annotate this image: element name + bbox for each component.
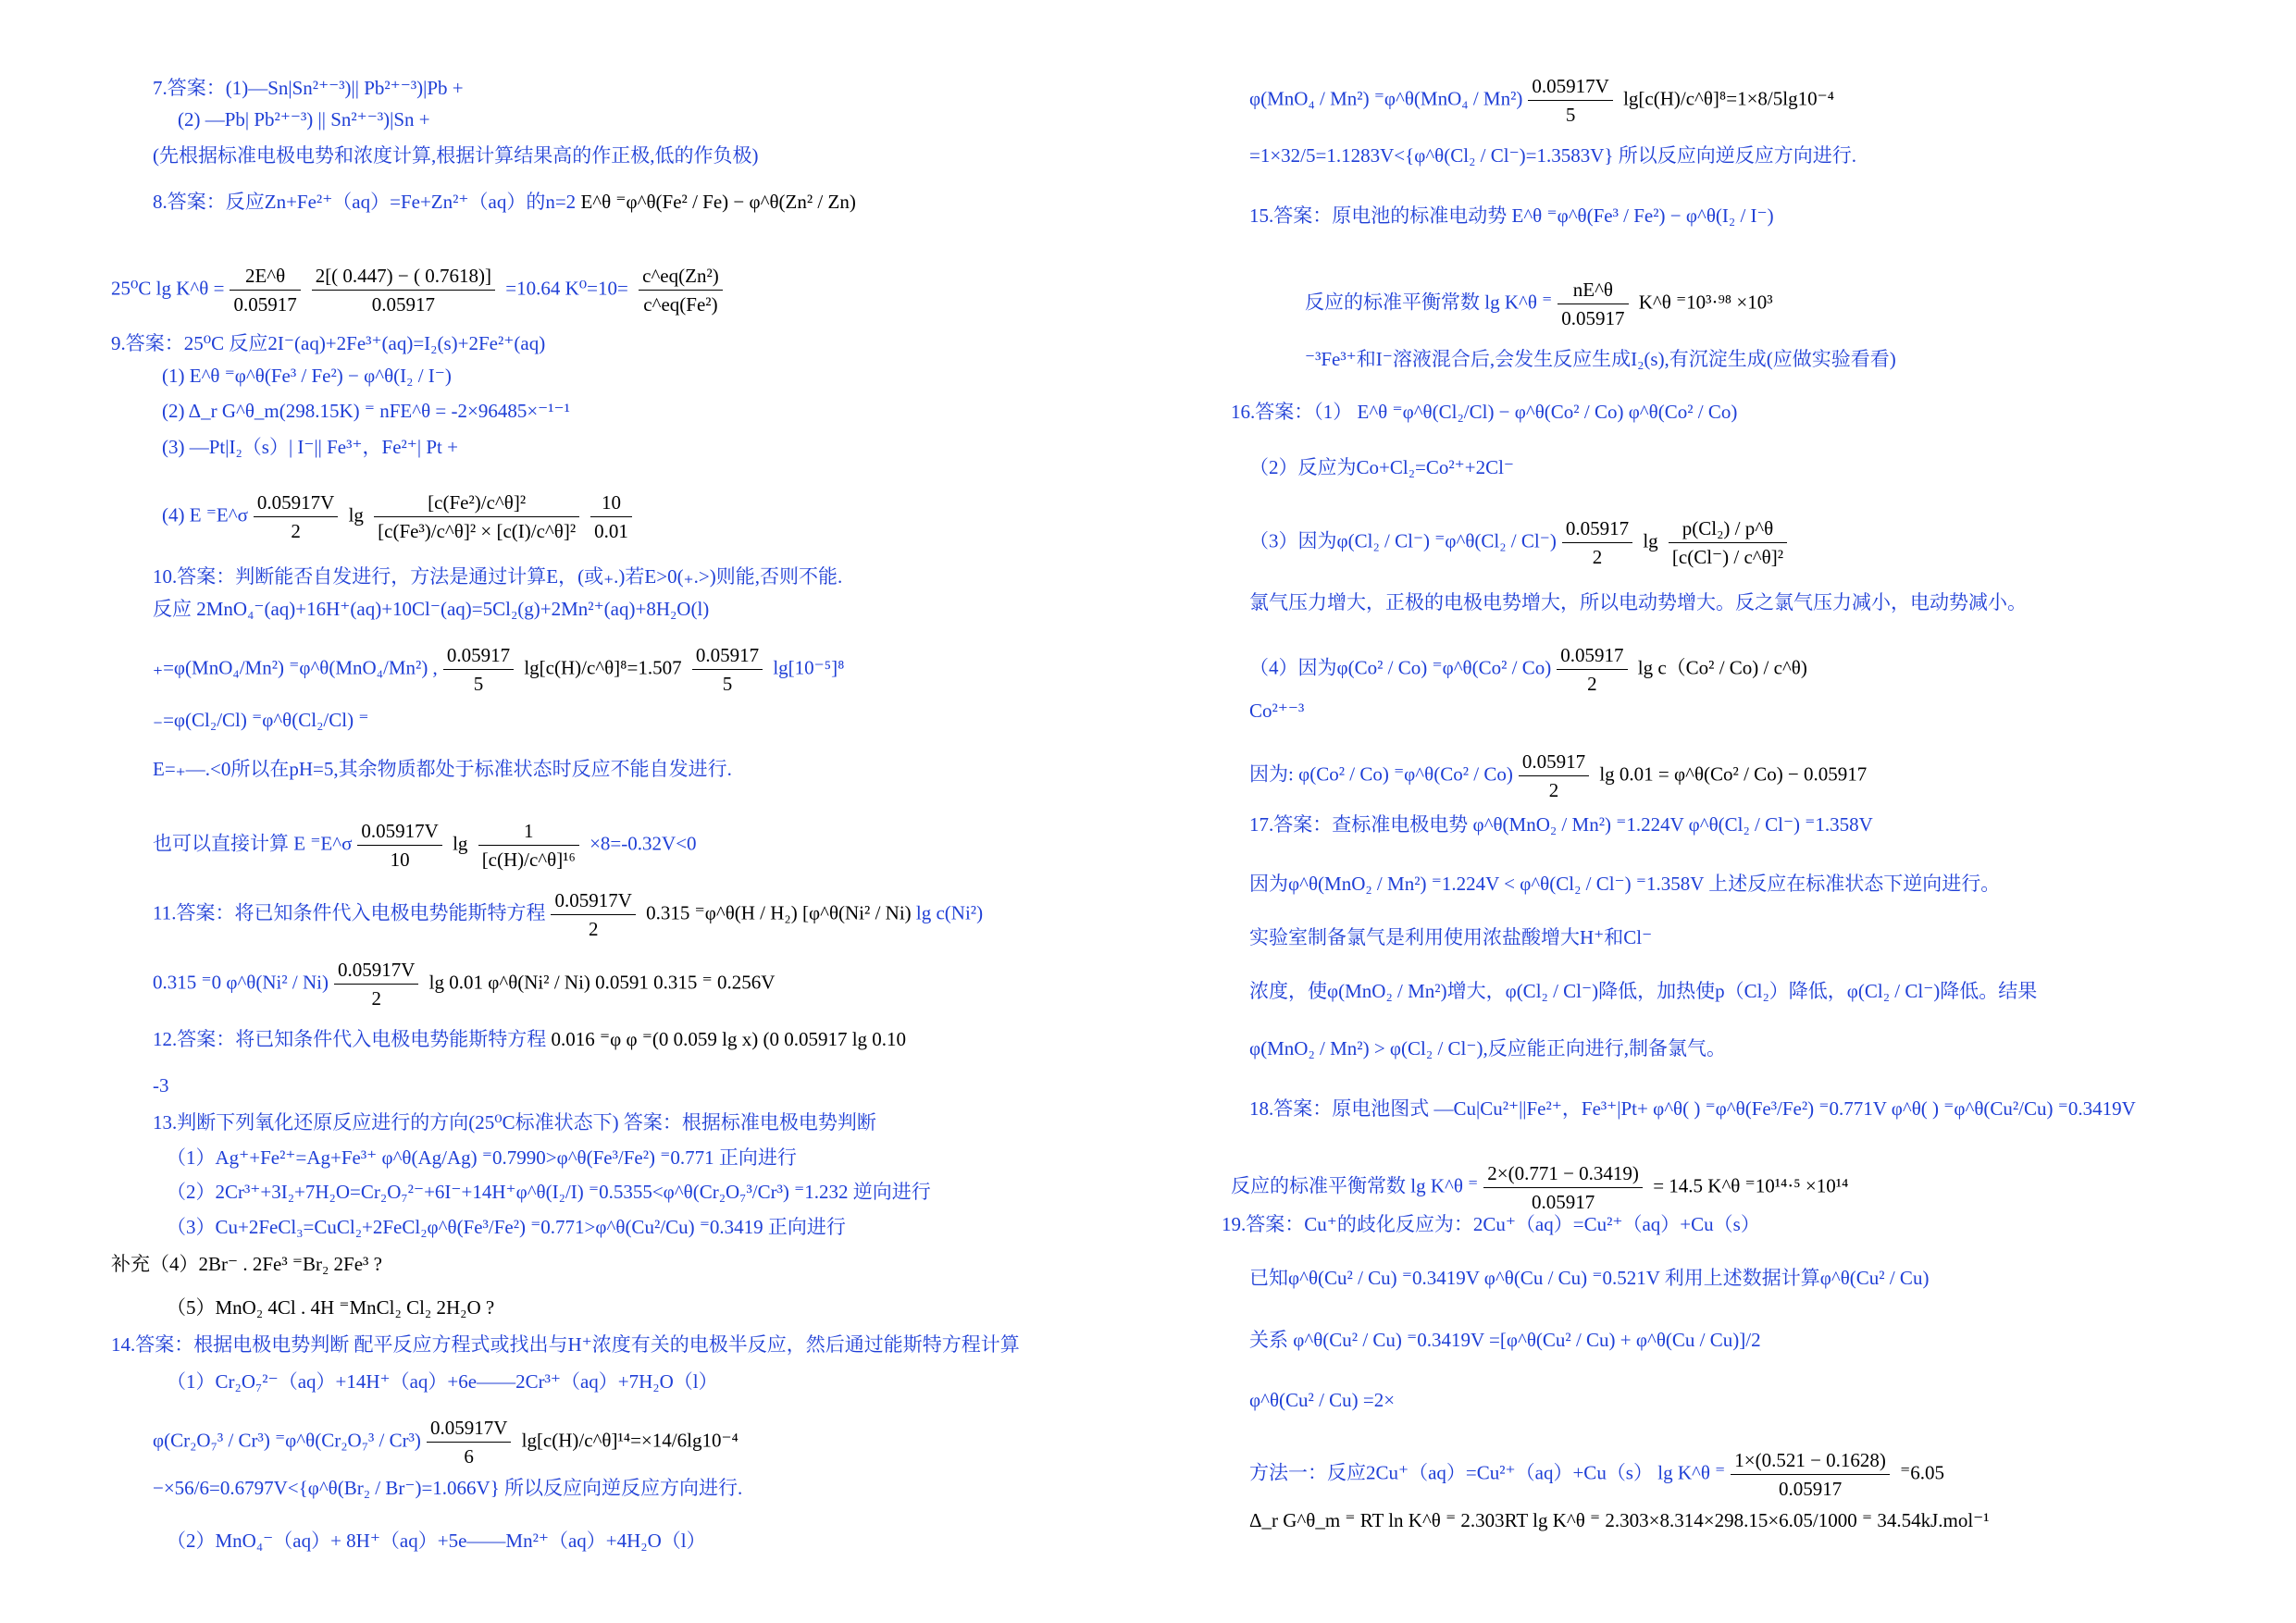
fraction (374, 490, 579, 543)
fraction (639, 264, 723, 316)
fraction-numerator: c^eq(Zn²) (639, 264, 723, 291)
text-segment: φ(Cr₂O₇³ / Cr³) ⁼φ^θ(Cr₂O₇³ / Cr³) (153, 1429, 421, 1452)
text-segment: 8.答案：反应Zn+Fe²⁺（aq）=Fe+Zn²⁺（aq）的n=2 (153, 191, 577, 213)
fraction (1558, 278, 1628, 330)
left-column-line (153, 190, 856, 214)
text-segment: lg 0.01 = φ^θ(Co² / Co) − 0.05917 (1595, 762, 1868, 786)
text-segment: K^θ ⁼10³·⁹⁸ ×10³ (1633, 291, 1773, 314)
text-segment: lg[10⁻⁵]⁸ (768, 656, 845, 679)
right-column-line (1249, 204, 1774, 228)
text-segment: (1) E^θ ⁼φ^θ(Fe³ / Fe²) − φ^θ(I₂ / I⁻) (162, 365, 452, 387)
text-segment: -3 (153, 1074, 169, 1096)
right-column-line (1249, 74, 1834, 127)
text-segment: 12.答案：将已知条件代入电极电势能斯特方程 (153, 1028, 547, 1050)
left-column-line (167, 1529, 706, 1553)
fraction-numerator: 0.05917V (357, 819, 441, 846)
fraction-denominator: 0.05917 (1531, 1191, 1595, 1213)
text-segment: 0.315 ⁼φ^θ(H / H₂) [φ^θ(Ni² / Ni) (640, 901, 916, 924)
text-segment: lg (447, 832, 473, 855)
text-segment: lg[c(H)/c^θ]⁸=1.507 (519, 656, 687, 679)
text-segment: 10.答案：判断能否自发进行，方法是通过计算E，(或₊.)若E>0(₊.>)则能,否则不能. (153, 565, 843, 588)
left-column-line (153, 1110, 876, 1134)
text-segment: 关系 φ^θ(Cu² / Cu) ⁼0.3419V =[φ^θ(Cu² / Cu) + φ^θ(Cu / Cu)]/2 (1249, 1329, 1761, 1351)
text-segment: 因为: φ(Co² / Co) ⁼φ^θ(Co² / Co) (1249, 762, 1513, 786)
text-segment: 15.答案：原电池的标准电动势 E^θ ⁼φ^θ(Fe³ / Fe²) − φ^θ(I₂ / I⁻) (1249, 204, 1774, 227)
text-segment: =1×32/5=1.1283V<{φ^θ(Cl₂ / Cl⁻)=1.3583V} 所以反应向逆反应方向进行. (1249, 144, 1856, 167)
text-segment: （2）MnO₄⁻（aq）+ 8H⁺（aq）+5e——Mn²⁺（aq）+4H₂O（l） (167, 1530, 706, 1552)
text-segment: lg 0.01 φ^θ(Ni² / Ni) 0.0591 0.315 ⁼ 0.256V (424, 971, 776, 994)
text-segment: (先根据标准电极电势和浓度计算,根据计算结果高的作正极,低的作负极) (153, 144, 759, 167)
left-column-line (153, 643, 844, 696)
text-segment: 13.判断下列氧化还原反应进行的方向(25⁰C标准状态下) 答案：根据标准电极电势判断 (153, 1111, 876, 1134)
text-segment: 19.答案：Cu⁺的歧化反应为：2Cu⁺（aq）=Cu²⁺（aq）+Cu（s） (1222, 1213, 1760, 1235)
text-segment: φ(MnO₄ / Mn²) ⁼φ^θ(MnO₄ / Mn²) (1249, 87, 1523, 110)
fraction-denominator: 0.05917 (233, 293, 297, 316)
text-segment: （1）Ag⁺+Fe²⁺=Ag+Fe³⁺ φ^θ(Ag/Ag) ⁼0.7990>φ^θ(Fe³/Fe²) ⁼0.771 正向进行 (167, 1146, 797, 1169)
text-segment: 反应的标准平衡常数 lg K^θ ⁼ (1305, 291, 1553, 314)
fraction-denominator: [c(Cl⁻) / c^θ]² (1671, 546, 1783, 568)
text-segment: (4) E ⁼E^σ (162, 503, 248, 527)
fraction (443, 643, 514, 696)
fraction-denominator: 2 (588, 918, 599, 940)
fraction-denominator: 2 (1587, 673, 1597, 695)
right-column-line (1249, 1328, 1761, 1352)
fraction-denominator: 5 (722, 673, 733, 695)
left-column-line (153, 757, 732, 781)
fraction-denominator: 10 (390, 849, 410, 871)
fraction-numerator: 1×(0.521 − 0.1628) (1731, 1448, 1890, 1475)
right-column-line (1249, 590, 2027, 614)
fraction-numerator: 0.05917V (334, 958, 418, 985)
text-segment: (2) —Pb| Pb²⁺⁻³) || Sn²⁺⁻³)|Sn + (178, 108, 430, 130)
text-segment: lg[c(H)/c^θ]⁸=1×8/5lg10⁻⁴ (1618, 87, 1835, 110)
text-segment: 反应的标准平衡常数 lg K^θ ⁼ (1231, 1174, 1479, 1197)
left-column-line (111, 1332, 1020, 1357)
text-segment: （3）因为φ(Cl₂ / Cl⁻) ⁼φ^θ(Cl₂ / Cl⁻) (1249, 529, 1557, 552)
fraction-numerator: 2[( 0.447) − ( 0.7618)] (312, 264, 495, 291)
fraction-numerator: 0.05917 (1557, 643, 1627, 670)
text-segment: E^θ ⁼φ^θ(Fe² / Fe) − φ^θ(Zn² / Zn) (576, 191, 856, 213)
text-segment: 方法一：反应2Cu⁺（aq）=Cu²⁺（aq）+Cu（s） lg K^θ ⁼ (1249, 1461, 1726, 1484)
left-column-line (153, 1073, 169, 1097)
fraction-denominator: 5 (473, 673, 484, 695)
fraction-numerator: 0.05917 (1519, 750, 1589, 776)
fraction-denominator: 5 (1565, 104, 1576, 126)
fraction-numerator: 2×(0.771 − 0.3419) (1483, 1161, 1643, 1188)
fraction (1731, 1448, 1890, 1501)
right-column-line (1249, 872, 2000, 896)
text-segment: lg c(Ni²) (915, 901, 984, 924)
right-column-line (1249, 1388, 1395, 1412)
fraction-numerator: 2E^θ (230, 264, 300, 291)
left-column-line (162, 490, 638, 543)
left-column-line (162, 435, 458, 459)
left-column-line (162, 399, 570, 423)
fraction (312, 264, 495, 316)
fraction-denominator: [c(H)/c^θ]¹⁶ (481, 849, 576, 871)
text-segment: = 14.5 K^θ ⁼10¹⁴·⁵ ×10¹⁴ (1647, 1174, 1849, 1197)
right-column-line (1249, 699, 1304, 723)
fraction-numerator: 0.05917V (551, 888, 635, 915)
fraction (1528, 74, 1612, 127)
right-column-line (1249, 750, 1867, 802)
text-segment: （5）MnO₂ 4Cl . 4H ⁼MnCl₂ Cl₂ 2H₂O ? (167, 1296, 495, 1319)
text-segment: 也可以直接计算 E ⁼E^σ (153, 832, 353, 855)
text-segment: （2）2Cr³⁺+3I₂+7H₂O=Cr₂O₇²⁻+6I⁻+14H⁺φ^θ(I₂/I) ⁼0.5355<φ^θ(Cr₂O₇³/Cr³) ⁼1.232 逆向进行 (167, 1181, 931, 1203)
fraction-numerator: nE^θ (1558, 278, 1628, 304)
fraction-denominator: 0.05917 (1561, 307, 1625, 329)
text-segment: （4）因为φ(Co² / Co) ⁼φ^θ(Co² / Co) (1249, 656, 1552, 679)
text-segment: lg[c(H)/c^θ]¹⁴=×14/6lg10⁻⁴ (516, 1429, 738, 1452)
text-segment: ⁼6.05 (1894, 1461, 1945, 1484)
left-column-line (167, 1215, 846, 1239)
fraction-denominator: 2 (1548, 779, 1559, 801)
fraction (692, 643, 763, 696)
text-segment: φ^θ(Cu² / Cu) =2× (1249, 1389, 1396, 1411)
left-column-line (153, 143, 758, 167)
right-column-line (1222, 1212, 1760, 1236)
right-column-line (1231, 1161, 1848, 1214)
right-column-line (1249, 1448, 1944, 1501)
fraction-numerator: 1 (478, 819, 579, 846)
right-column-line (1249, 979, 2037, 1003)
text-segment: 氯气压力增大，正极的电极电势增大，所以电动势增大。反之氯气压力减小，电动势减小。 (1249, 591, 2027, 613)
text-segment: ₊=φ(MnO₄/Mn²) ⁼φ^θ(MnO₄/Mn²) , (153, 656, 438, 679)
fraction (254, 490, 338, 543)
text-segment: lg c（Co² / Co) / c^θ) (1632, 656, 1807, 679)
text-segment: lg (1638, 529, 1663, 552)
left-column-line (153, 1416, 738, 1468)
fraction (230, 264, 300, 316)
fraction-denominator: 2 (1592, 546, 1603, 568)
left-column-line (153, 888, 983, 941)
fraction-numerator: 0.05917 (443, 643, 514, 670)
text-segment: (2) Δ_r G^θ_m(298.15K) ⁼ nFE^θ = -2×96485×⁻¹⁻¹ (162, 400, 570, 422)
text-segment: 实验室制备氯气是利用使用浓盐酸增大H⁺和Cl⁻ (1249, 926, 1653, 948)
right-column-line (1231, 400, 1737, 424)
right-column-line (1249, 925, 1652, 949)
fraction (1562, 516, 1632, 569)
fraction-denominator: 0.05917 (371, 293, 435, 316)
fraction-numerator: 0.05917 (692, 643, 763, 670)
text-segment: 18.答案：原电池图式 —Cu|Cu²⁺||Fe²⁺，Fe³⁺|Pt+ φ^θ( ) ⁼φ^θ(Fe³/Fe²) ⁼0.771V φ^θ( ) ⁼φ^θ(Cu²/Cu) ⁼0.3419V (1249, 1097, 2136, 1120)
left-column-line (153, 76, 464, 100)
left-column-line (111, 1252, 382, 1276)
text-segment: （1）Cr₂O₇²⁻（aq）+14H⁺（aq）+6e——2Cr³⁺（aq）+7H₂O（l） (167, 1370, 718, 1393)
fraction-numerator: 0.05917V (1528, 74, 1612, 101)
fraction (357, 819, 441, 872)
text-segment: ⁻³Fe³⁺和I⁻溶液混合后,会发生反应生成I₂(s),有沉淀生成(应做实验看看) (1305, 348, 1896, 370)
fraction (1519, 750, 1589, 802)
left-column-line (153, 1476, 742, 1500)
fraction (478, 819, 579, 872)
text-segment: 反应 2MnO₄⁻(aq)+16H⁺(aq)+10Cl⁻(aq)=5Cl₂(g)+2Mn²⁺(aq)+8H₂O(l) (153, 598, 710, 620)
left-column-line (111, 264, 728, 316)
left-column-line (162, 364, 452, 388)
fraction-denominator: 6 (464, 1445, 474, 1468)
fraction (334, 958, 418, 1010)
text-segment: （2）反应为Co+Cl₂=Co²⁺+2Cl⁻ (1249, 456, 1515, 478)
text-segment: φ(MnO₂ / Mn²) > φ(Cl₂ / Cl⁻),反应能正向进行,制备氯气。 (1249, 1037, 1726, 1059)
left-column-line (178, 107, 430, 131)
right-column-line (1249, 643, 1807, 696)
right-column-line (1249, 812, 1873, 836)
fraction-numerator: 10 (590, 490, 632, 517)
left-column-line (111, 331, 545, 355)
right-column-line (1305, 278, 1772, 330)
text-segment: lg (343, 503, 369, 527)
right-column-line (1249, 455, 1514, 479)
right-column-line (1249, 1508, 1990, 1532)
text-segment: Co²⁺⁻³ (1249, 700, 1305, 722)
right-column-line (1249, 1266, 1929, 1290)
fraction (1669, 516, 1787, 569)
right-column-line (1249, 1096, 2136, 1121)
text-segment: 0.315 ⁼0 φ^θ(Ni² / Ni) (153, 971, 329, 994)
left-column-line (153, 564, 842, 588)
fraction-denominator: [c(Fe³)/c^θ]² × [c(I)/c^θ]² (378, 520, 577, 542)
text-segment: 11.答案：将已知条件代入电极电势能斯特方程 (153, 901, 546, 924)
text-segment: =10.64 K⁰=10= (501, 277, 634, 300)
text-segment: 已知φ^θ(Cu² / Cu) ⁼0.3419V φ^θ(Cu / Cu) ⁼0.521V 利用上述数据计算φ^θ(Cu² / Cu) (1249, 1267, 1930, 1289)
fraction (427, 1416, 511, 1468)
text-segment: ×8=-0.32V<0 (584, 832, 697, 855)
fraction-numerator: [c(Fe²)/c^θ]² (374, 490, 579, 517)
text-segment: 7.答案：(1)—Sn|Sn²⁺⁻³)|| Pb²⁺⁻³)|Pb + (153, 77, 464, 99)
right-column-line (1249, 1036, 1726, 1060)
right-column-line (1305, 347, 1896, 371)
left-column-line (153, 708, 368, 732)
fraction-denominator: 0.01 (594, 520, 628, 542)
left-column-line (167, 1295, 494, 1319)
right-column-line (1249, 516, 1793, 569)
text-segment: 0.016 ⁼φ φ ⁼(0 0.059 lg x) (0 0.05917 lg 0.10 (546, 1028, 907, 1050)
left-column-line (167, 1180, 931, 1204)
text-segment: 16.答案：（1） E^θ ⁼φ^θ(Cl₂/Cl) − φ^θ(Co² / Co) φ^θ(Co² / Co) (1231, 401, 1738, 423)
text-segment: 17.答案：查标准电极电势 φ^θ(MnO₂ / Mn²) ⁼1.224V φ^θ(Cl₂ / Cl⁻) ⁼1.358V (1249, 813, 1873, 836)
left-column-line (153, 597, 709, 621)
text-segment: 25⁰C lg K^θ = (111, 277, 225, 300)
text-segment: 因为φ^θ(MnO₂ / Mn²) ⁼1.224V < φ^θ(Cl₂ / Cl⁻) ⁼1.358V 上述反应在标准状态下逆向进行。 (1249, 873, 2001, 895)
fraction-numerator: 0.05917V (427, 1416, 511, 1443)
text-segment: −×56/6=0.6797V<{φ^θ(Br₂ / Br⁻)=1.066V} 所以反应向逆反应方向进行. (153, 1477, 743, 1499)
text-segment: 9.答案：25⁰C 反应2I⁻(aq)+2Fe³⁺(aq)=I₂(s)+2Fe²⁺(aq) (111, 332, 546, 354)
fraction-denominator: 2 (371, 987, 381, 1010)
text-segment: ₋=φ(Cl₂/Cl) ⁼φ^θ(Cl₂/Cl) ⁼ (153, 709, 369, 731)
left-column-line (153, 1027, 906, 1051)
text-segment: E=₊—.<0所以在pH=5,其余物质都处于标准状态时反应不能自发进行. (153, 758, 732, 780)
left-column-line (167, 1369, 718, 1394)
fraction-denominator: 2 (291, 520, 301, 542)
fraction-numerator: 0.05917V (254, 490, 338, 517)
fraction (590, 490, 632, 543)
fraction-denominator: c^eq(Fe²) (643, 293, 718, 316)
left-column-line (153, 819, 697, 872)
fraction (1557, 643, 1627, 696)
left-column-line (167, 1146, 797, 1170)
text-segment: Δ_r G^θ_m ⁼ RT ln K^θ ⁼ 2.303RT lg K^θ ⁼ 2.303×8.314×298.15×6.05/1000 ⁼ 34.54kJ.mol⁻¹ (1249, 1509, 1990, 1531)
fraction-numerator: 0.05917 (1562, 516, 1632, 543)
right-column-line (1249, 143, 1856, 167)
text-segment: (3) —Pt|I₂（s）| I⁻|| Fe³⁺，Fe²⁺| Pt + (162, 436, 458, 458)
text-segment: （3）Cu+2FeCl₃=CuCl₂+2FeCl₂φ^θ(Fe³/Fe²) ⁼0.771>φ^θ(Cu²/Cu) ⁼0.3419 正向进行 (167, 1216, 846, 1238)
fraction-numerator: p(Cl₂) / p^θ (1669, 516, 1787, 543)
fraction (551, 888, 635, 941)
left-column-line (153, 958, 775, 1010)
text-segment: 14.答案：根据电极电势判断 配平反应方程式或找出与H⁺浓度有关的电极半反应，然后通过能斯特方程计算 (111, 1333, 1020, 1356)
text-segment: 浓度，使φ(MnO₂ / Mn²)增大，φ(Cl₂ / Cl⁻)降低，加热使p（Cl₂）降低，φ(Cl₂ / Cl⁻)降低。结果 (1249, 980, 2038, 1002)
text-segment: 补充（4）2Br⁻ . 2Fe³ ⁼Br₂ 2Fe³ ? (111, 1253, 382, 1275)
fraction (1483, 1161, 1643, 1214)
fraction-denominator: 0.05917 (1778, 1478, 1843, 1500)
